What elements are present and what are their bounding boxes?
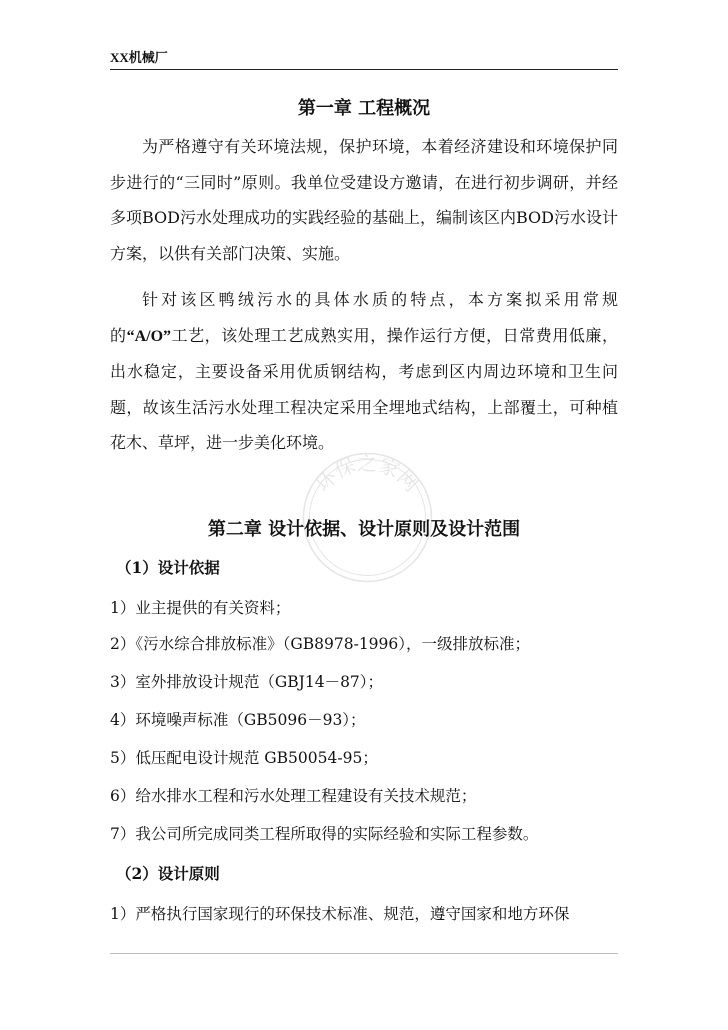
chapter-1-paragraph-2 <box>110 282 618 461</box>
watermark-text: 环保之家网 <box>310 451 424 497</box>
design-basis-item-1: 1）业主提供的有关资料； <box>110 599 291 617</box>
chapter-1-paragraph-1: 为严格遵守有关环境法规，保护环境，本着经济建设和环境保护同步进行的“三同时”原则。我单位受建设方邀请，在进行初步调研，并经多项BOD污水处理成功的实践经验的基础上，编制该区内BOD污水设计方案，以供有关部门决策、实施。 <box>110 137 619 263</box>
svg-text:环保之家网 <box>310 451 423 496</box>
paragraph-2-lead: 针对该区鸭绒污水的具体水质的特点，本方案拟采用常规的 <box>110 290 618 345</box>
design-basis-item-6: 6）给水排水工程和污水处理工程建设有关技术规范； <box>110 787 477 805</box>
design-principle-item-1: 1）严格执行国家现行的环保技术标准、规范，遵守国家和地方环保 <box>110 905 570 923</box>
section-design-principles-heading: （2）设计原则 <box>116 864 220 883</box>
watermark-seal <box>300 450 435 585</box>
paragraph-2-body: 工艺，该处理工艺成熟实用，操作运行方便，日常费用低廉，出水稳定，主要设备采用优质钢结构，考虑到区内周边环境和卫生问题，故该生活污水处理工程决定采用全埋地式结构，上部覆土，可种植花木、草坪，进一步美化环境。 <box>110 325 618 452</box>
design-basis-item-7: 7）我公司所完成同类工程所取得的实际经验和实际工程参数。 <box>110 825 539 843</box>
ao-process-term: “A/O” <box>126 327 172 345</box>
design-basis-item-3: 3）室外排放设计规范（GBJ14－87）； <box>110 673 384 691</box>
section-design-basis-heading: （1）设计依据 <box>116 558 220 577</box>
footer-divider <box>110 953 618 954</box>
page-header-company: XX机械厂 <box>110 50 168 65</box>
design-basis-item-4: 4）环境噪声标准（GB5096－93）； <box>110 711 366 729</box>
header-divider <box>110 69 618 70</box>
design-basis-item-5: 5）低压配电设计规范 GB50054-95； <box>110 749 378 767</box>
chapter-1-title: 第一章 工程概况 <box>297 98 431 119</box>
design-basis-item-2: 2）《污水综合排放标准》（GB8978-1996），一级排放标准； <box>110 635 531 653</box>
chapter-2-title: 第二章 设计依据、设计原则及设计范围 <box>207 519 521 540</box>
